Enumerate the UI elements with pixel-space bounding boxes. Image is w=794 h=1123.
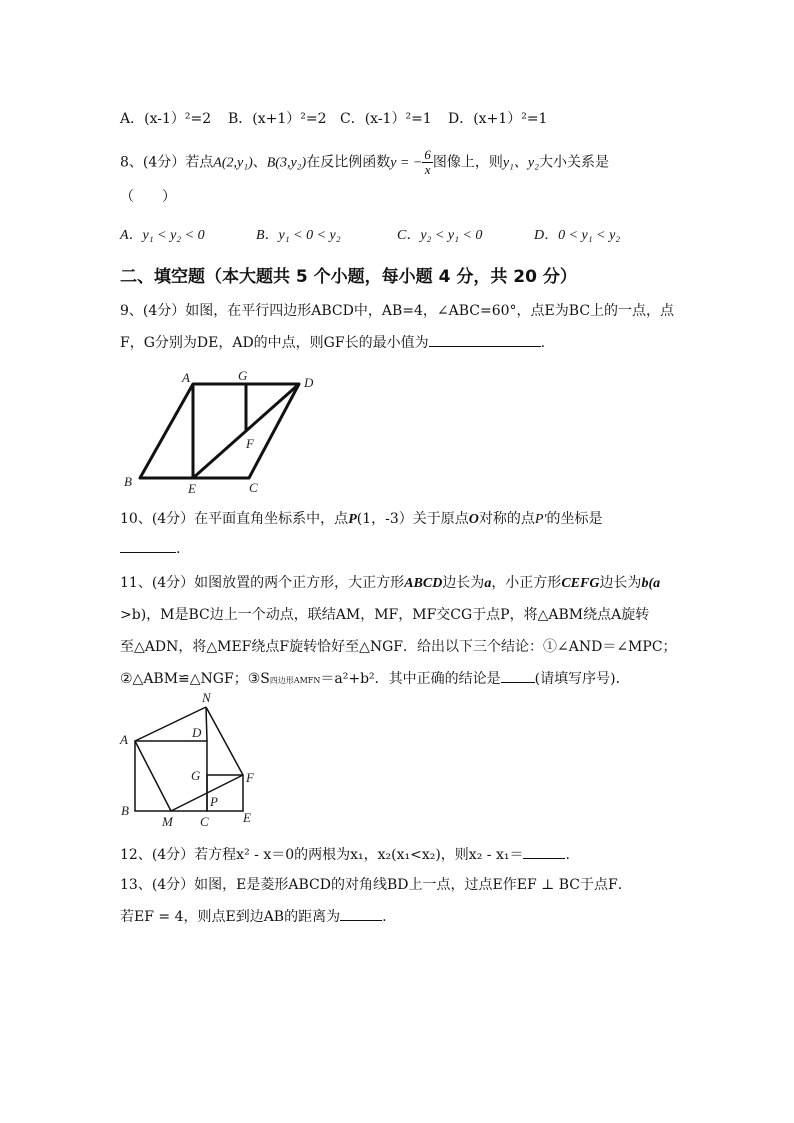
q9-answer-blank [429, 334, 541, 347]
q10-answer: . [120, 540, 180, 557]
q11-line3: 至△ADN，将△MEF绕点F旋转恰好至△NGF．给出以下三个结论：①∠AND＝∠MPC； [120, 639, 677, 655]
q11-label-m: M [162, 814, 173, 829]
q11-segment-nf [206, 707, 243, 775]
q7-option-c: C．(x-1）²=1 [340, 111, 432, 127]
q11-segment-am [135, 741, 171, 811]
q13-line2: 若EF = 4，则点E到边AB的距离为 . [120, 909, 387, 925]
q11-label-g: G [191, 768, 201, 783]
q13-answer-blank [340, 908, 382, 921]
q11-label-a: A [120, 732, 128, 747]
q9-label-d: D [304, 375, 314, 390]
q11-label-c: C [200, 814, 209, 829]
q11-figure-squares [116, 688, 266, 830]
q12-line1: 12、(4分）若方程x² - x＝0的两根为x₁，x₂(x₁<x₂)，则x₂ - x₁＝ . [120, 847, 570, 863]
q7-option-a: A．(x-1）²=2 [120, 111, 212, 127]
q11-line1: 11、(4分）如图放置的两个正方形，大正方形ABCD边长为a，小正方形CEFG边长为b(a [120, 575, 661, 591]
q9-label-b: B [124, 474, 132, 489]
q10-line1: 10、(4分）在平面直角坐标系中，点P(1，-3）关于原点O对称的点P′的坐标是 [120, 511, 603, 527]
q8-fraction: $\frac{6}{x}$ [424, 147, 431, 177]
q11-label-f: F [246, 770, 254, 785]
q11-label-p: P [210, 794, 218, 809]
section-2-title: 二、填空题（本大题共 5 个小题，每小题 4 分，共 20 分） [120, 267, 577, 287]
q13-line1: 13、(4分）如图，E是菱形ABCD的对角线BD上一点，过点E作EF ⊥ BC于点F． [120, 877, 632, 893]
q9-parallelogram [140, 384, 299, 478]
q8-answer-paren: （ ） [120, 189, 176, 205]
q11-label-e: E [243, 810, 251, 825]
q8-option-a: A．y₁ < y₂ < 0 [120, 228, 205, 243]
q11-answer-blank [501, 670, 535, 683]
q9-label-e: E [188, 481, 196, 496]
q9-figure-parallelogram [118, 362, 328, 497]
q7-option-d: D．(x+1）²=1 [448, 111, 548, 127]
q12-answer-blank [523, 846, 565, 859]
q8-stem: 8、(4分）若点A(2,y₁)、B(3,y₂)在反比例函数y = − $\frac{6}{x}$ 图像上，则y₁、y₂大小关系是 [120, 147, 609, 177]
q9-label-a: A [182, 370, 190, 385]
q8-option-b: B．y₁ < 0 < y₂ [256, 228, 341, 243]
q11-segment-nd [206, 707, 207, 741]
q9-label-g: G [238, 368, 248, 383]
q11-label-d: D [192, 725, 202, 740]
q11-label-n: N [202, 690, 211, 705]
q9-label-c: C [249, 480, 258, 495]
q8-option-c: C．y₂ < y₁ < 0 [397, 228, 483, 243]
q11-line2: >b)，M是BC边上一个动点，联结AM，MF，MF交CG于点P，将△ABM绕点A旋转 [120, 607, 650, 623]
q9-line1: 9、(4分）如图，在平行四边形ABCD中，AB=4，∠ABC=60°，点E为BC上的一点，点 [120, 303, 675, 319]
q11-label-b: B [121, 803, 129, 818]
q9-label-f: F [246, 436, 254, 451]
q8-option-d: D．0 < y₁ < y₂ [534, 228, 621, 243]
q11-line4: ②△ABM≌△NGF；③S四边形AMFN＝a²+b²．其中正确的结论是 (请填写序号)． [120, 671, 630, 687]
q9-line2: F，G分别为DE，AD的中点，则GF长的最小值为 . [120, 335, 546, 351]
q7-option-b: B．(x+1）²=2 [228, 111, 327, 127]
q10-answer-blank [120, 540, 176, 553]
